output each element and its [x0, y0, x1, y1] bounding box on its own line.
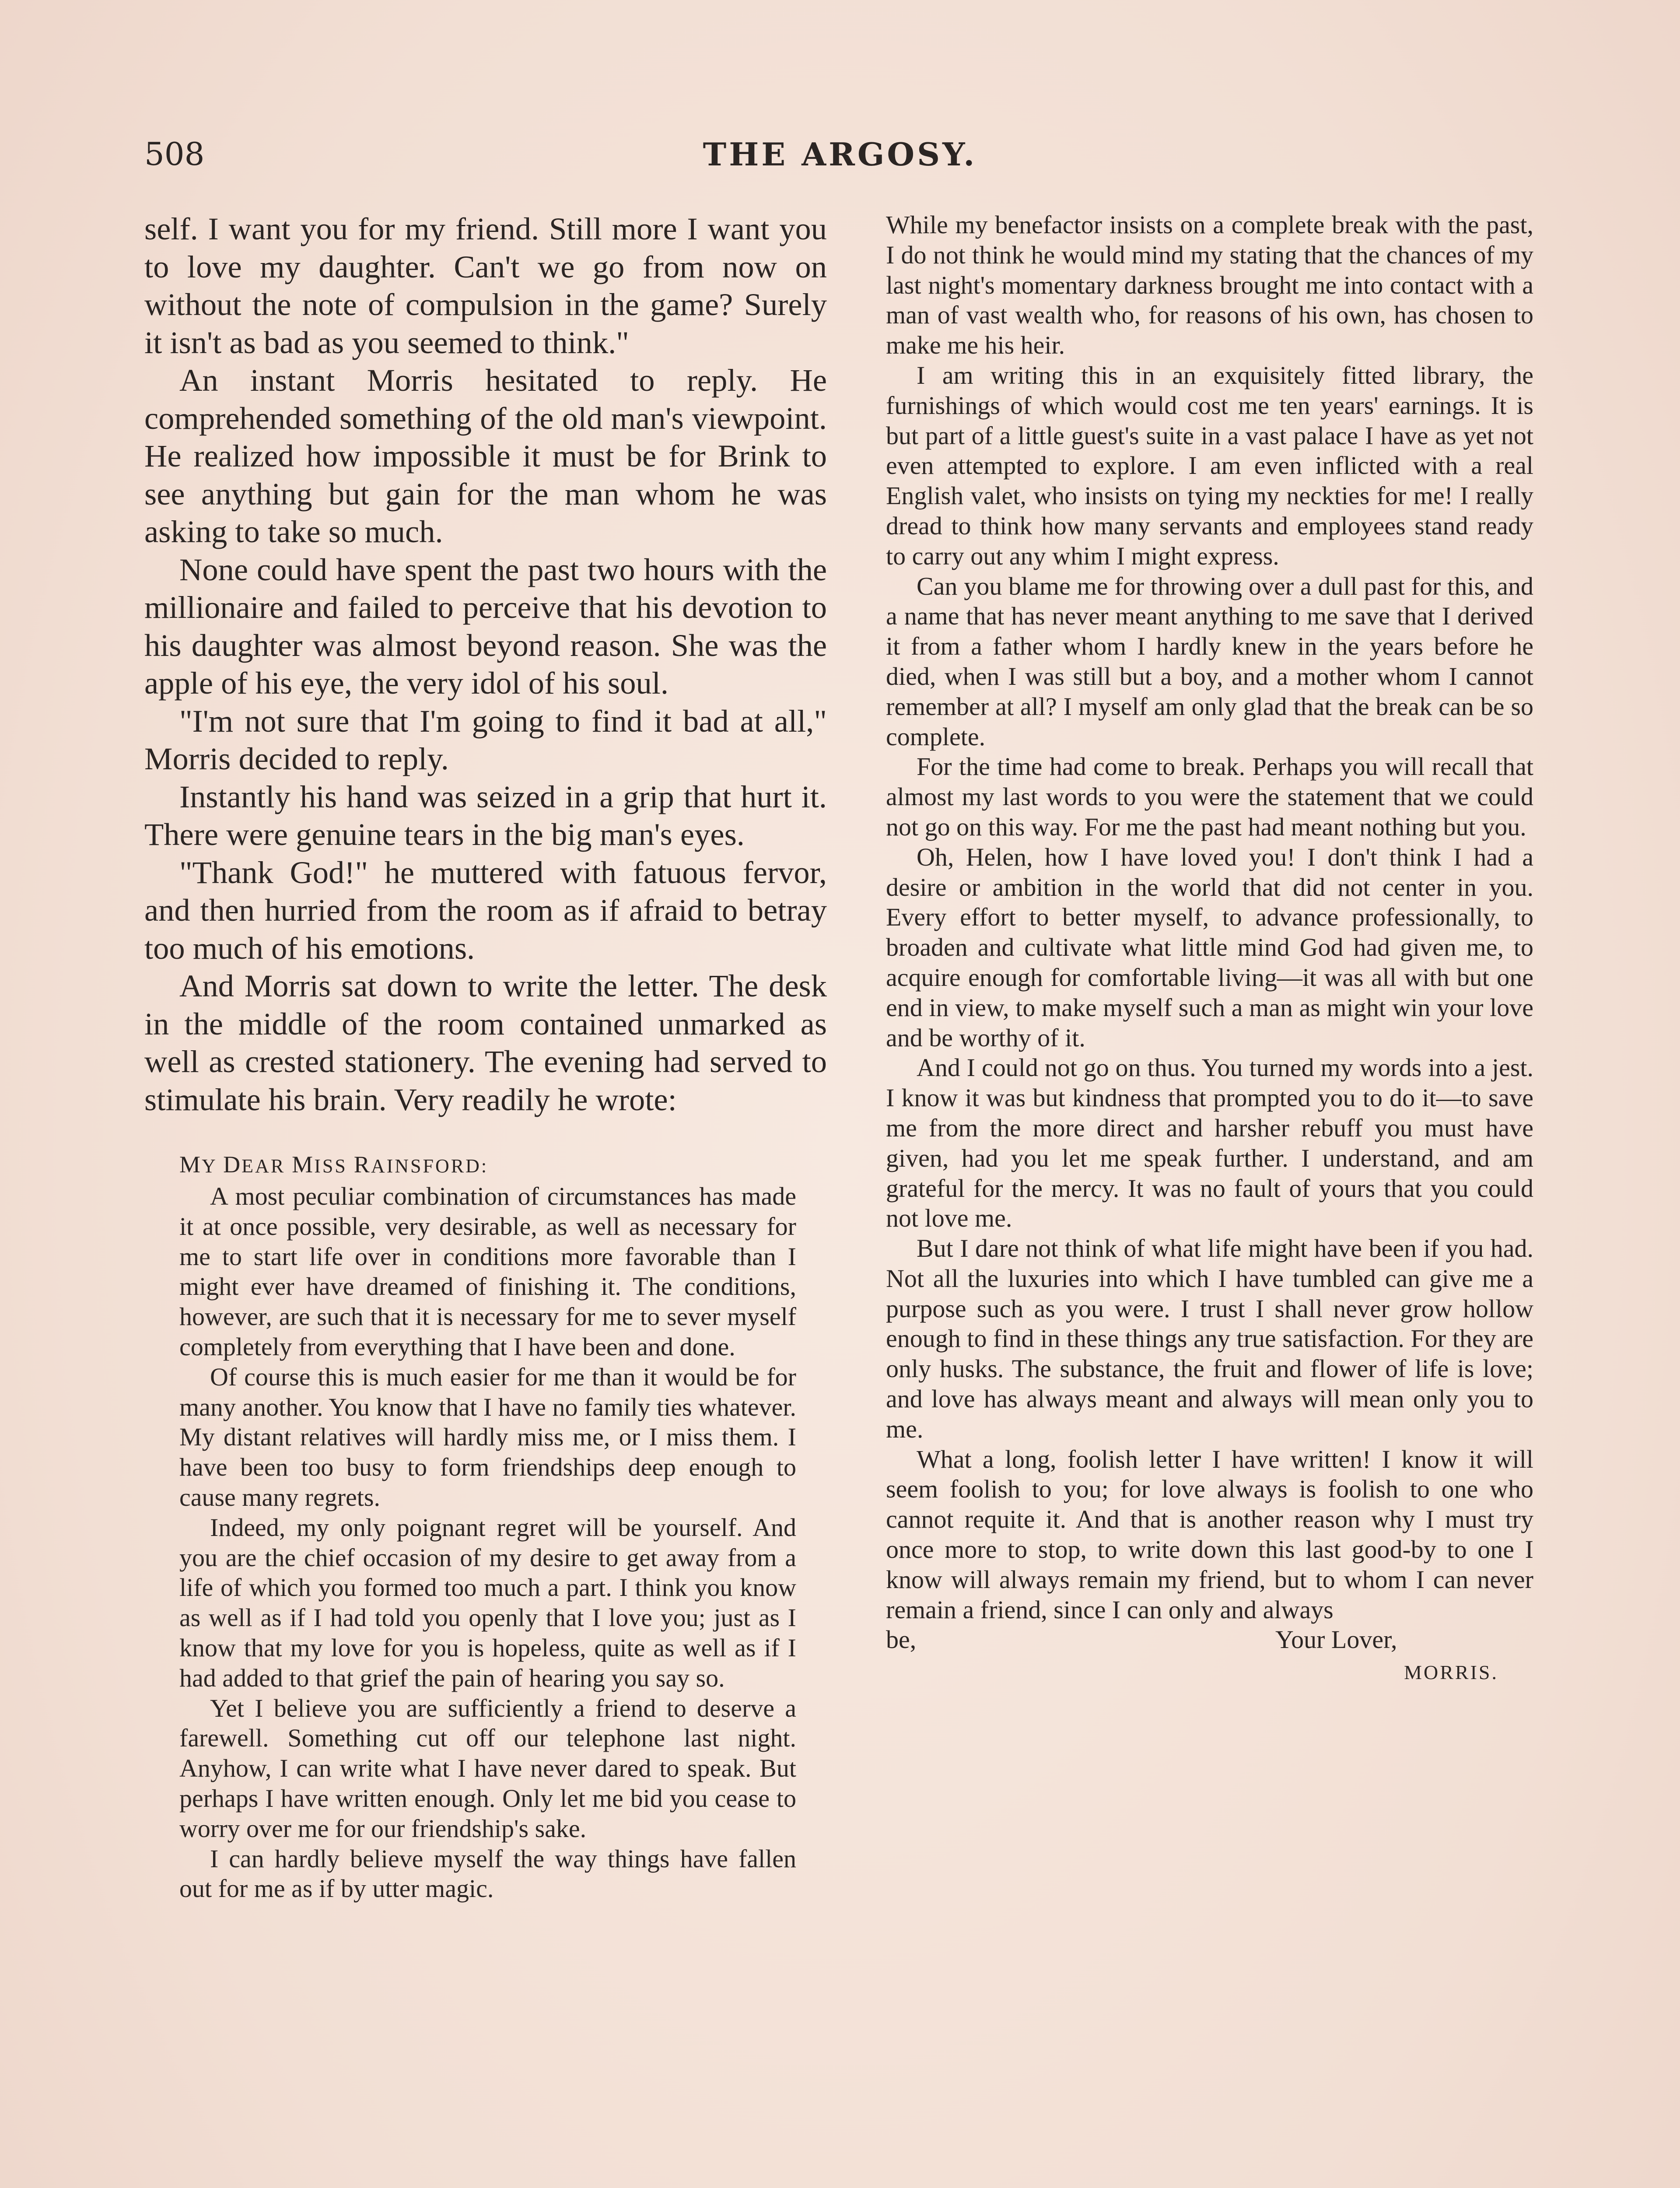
body-paragraph: None could have spent the past two hours with the millionaire and failed to perceive that his devotion to his daughter was almost beyond reason. She was the apple of his eye, the very idol of his soul.: [144, 551, 827, 701]
body-paragraph: An instant Morris hesitated to reply. He comprehended something of the old man's viewpoint. He realized how impossible it must be for Brink to see anything but gain for the man whom he was asking to take so much.: [144, 362, 827, 549]
page-number: 508: [144, 136, 205, 172]
letter-signature: MORRIS.: [1404, 1661, 1498, 1684]
body-paragraph: And Morris sat down to write the letter. The desk in the middle of the room contained unmarked as well as crested stationery. The evening had served to stimulate his brain. Very readily he wrote:: [144, 968, 827, 1117]
left-column: [144, 210, 827, 1904]
letter-closing: [886, 1625, 1533, 1655]
running-head: THE ARGOSY.: [703, 136, 977, 173]
letter-salutation: MY DEAR MISS RAINSFORD:: [179, 1151, 489, 1178]
letter-paragraph: Can you blame me for throwing over a dull past for this, and a name that has never meant anything to me save that I derived it from a father whom I hardly knew in the years before he died, when I was still but a boy, and a mother whom I cannot remember at all? I myself am only glad that the break can be so complete.: [886, 572, 1533, 751]
letter-paragraph: A most peculiar combination of circumstances has made it at once possible, very desirable, as well as necessary for me to start life over in conditions more favorable than I might ever have dreamed of finishing it. The conditions, however, are such that it is necessary for me to sever myself completely from everything that I have been and done.: [179, 1182, 796, 1361]
letter-right-part: [886, 210, 1533, 1690]
body-paragraph: "I'm not sure that I'm going to find it bad at all," Morris decided to reply.: [144, 703, 827, 776]
letter-paragraph: What a long, foolish letter I have written! I know it will seem foolish to you; for love always is foolish to one who cannot requite it. And that is another reason why I must try once more to stop, to write down this last good-by to one I know will always remain my friend, but to whom I can never remain a friend, since I can only and always: [886, 1445, 1533, 1624]
letter-paragraph: While my benefactor insists on a complete break with the past, I do not think he would mind my stating that the chances of my last night's momentary darkness brought me into contact with a man of vast wealth who, for reasons of his own, has chosen to make me his heir.: [886, 210, 1533, 360]
letter-paragraph: Oh, Helen, how I have loved you! I don't think I had a desire or ambition in the world that did not center in you. Every effort to better myself, to advance professionally, to broaden and cultivate what little mind God had given me, to acquire enough for comfortable living—it was all with but one end in view, to make myself such a man as might win your love and be worthy of it.: [886, 842, 1533, 1052]
body-paragraph: "Thank God!" he muttered with fatuous fervor, and then hurried from the room as if afraid to betray too much of his emotions.: [144, 854, 827, 966]
page-header: [144, 136, 1536, 188]
body-paragraph: Instantly his hand was seized in a grip that hurt it. There were genuine tears in the big man's eyes.: [144, 778, 827, 852]
letter-paragraph: And I could not go on thus. You turned my words into a jest. I know it was but kindness that prompted you to do it—to save me from the more direct and harsher rebuff you must have given, had you let me speak further. I understand, and am grateful for the mercy. It was no fault of yours that you could not love me.: [886, 1053, 1533, 1233]
letter-paragraph: For the time had come to break. Perhaps you will recall that almost my last words to you were the statement that we could not go on this way. For me the past had meant nothing but you.: [886, 752, 1533, 841]
body-paragraph: self. I want you for my friend. Still more I want you to love my daughter. Can't we go from now on without the note of compulsion in the game? Surely it isn't as bad as you seemed to think.": [144, 211, 827, 360]
closing-be: be,: [886, 1625, 917, 1654]
letter-paragraph: Of course this is much easier for me than it would be for many another. You know that I have no family ties whatever. My distant relatives will hardly miss me, or I miss them. I have been too busy to form friendships deep enough to cause many regrets.: [179, 1362, 796, 1511]
letter-paragraph: I am writing this in an exquisitely fitted library, the furnishings of which would cost me ten years' earnings. It is but part of a little guest's suite in a vast palace I have as yet not even attempted to explore. I am even inflicted with a real English valet, who insists on tying my neckties for me! I really dread to think how many servants and employees stand ready to carry out any whim I might express.: [886, 361, 1533, 570]
closing-phrase: Your Lover,: [1275, 1625, 1397, 1654]
letter-left-part: [179, 1149, 796, 1904]
letter-paragraph: I can hardly believe myself the way things have fallen out for me as if by utter magic.: [179, 1844, 796, 1903]
letter-paragraph: Yet I believe you are sufficiently a friend to deserve a farewell. Something cut off our telephone last night. Anyhow, I can write what I have never dared to speak. But perhaps I have written enough. Only let me bid you cease to worry over me for our friendship's sake.: [179, 1694, 796, 1843]
letter-paragraph: Indeed, my only poignant regret will be yourself. And you are the chief occasion of my desire to get away from a life of which you formed too much a part. I think you know as well as if I had told you openly that I love you; just as I know that my love for you is hopeless, quite as well as if I had added to that grief the pain of hearing you say so.: [179, 1513, 796, 1692]
letter-paragraph: But I dare not think of what life might have been if you had. Not all the luxuries into which I have tumbled can give me a purpose such as you were. I trust I shall never grow hollow enough to find in these things any true satisfaction. For they are only husks. The substance, the fruit and flower of life is love; and love has always meant and always will mean only you to me.: [886, 1234, 1533, 1443]
right-column: [886, 210, 1533, 1690]
